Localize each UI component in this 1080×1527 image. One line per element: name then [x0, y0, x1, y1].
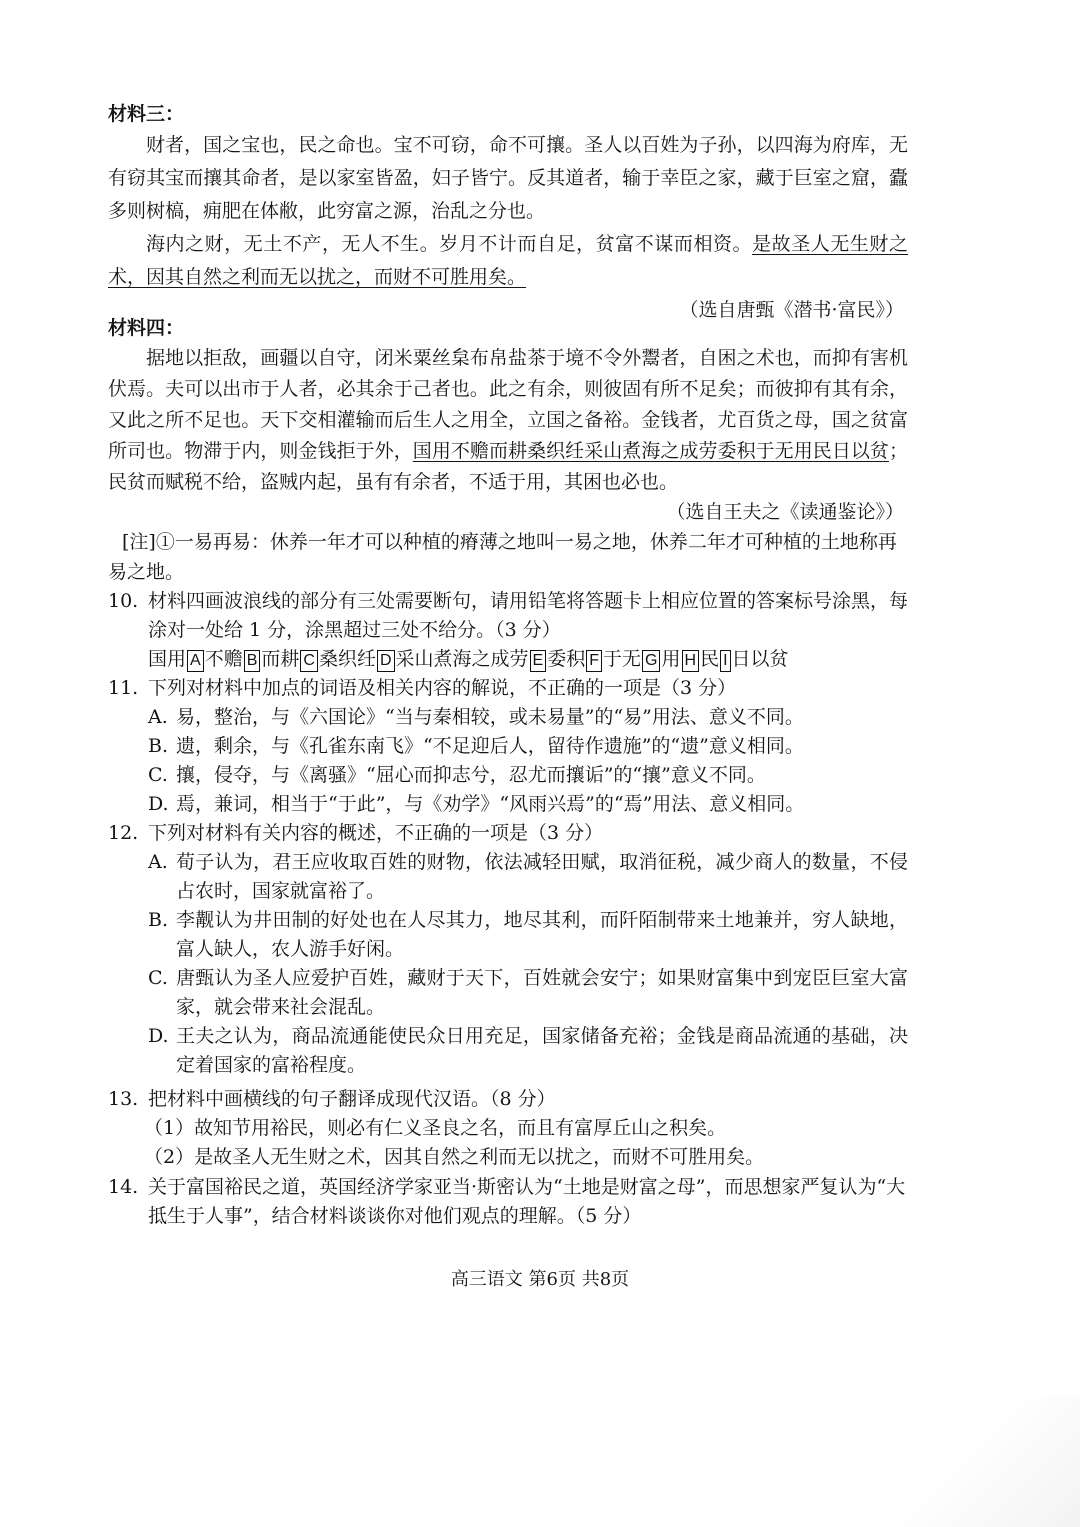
question-14: [108, 1173, 908, 1231]
option-label: C.: [148, 967, 168, 989]
option-text: 李觏认为井田制的好处也在人尽其力，地尽其利，而阡陌制带来土地兼并，穷人缺地，富人缺人，农人游手好闲。: [176, 909, 908, 960]
option-label: D.: [148, 1025, 169, 1047]
question-11-option-d[interactable]: [148, 790, 908, 819]
question-12-option-b[interactable]: [148, 906, 908, 964]
option-text: 遗，剩余，与《孔雀东南飞》“不足迎后人，留待作遗施”的“遗”意义相同。: [176, 735, 804, 757]
question-13: [108, 1085, 908, 1172]
material-three-source: （选自唐甄《潜书·富民》）: [679, 299, 904, 321]
material-four-para-1: [108, 343, 908, 498]
break-box-i[interactable]: I: [720, 650, 730, 672]
segment: 于无: [603, 648, 642, 670]
option-text: 唐甄认为圣人应爱护百姓，藏财于天下，百姓就会安宁；如果财富集中到宠臣巨室大富家，就会带来社会混乱。: [176, 967, 908, 1018]
break-box-a[interactable]: A: [187, 650, 204, 672]
question-11-number: 11.: [108, 677, 139, 699]
question-10-number: 10.: [108, 590, 139, 612]
break-box-h[interactable]: H: [682, 650, 700, 672]
option-label: C.: [148, 764, 168, 786]
question-12: [108, 819, 908, 1080]
segment: 民: [700, 648, 720, 670]
material-four: [108, 314, 908, 587]
question-10-text: 材料四画波浪线的部分有三处需要断句，请用铅笔将答题卡上相应位置的答案标号涂黑，每涂对一处给 1 分，涂黑超过三处不给分。（3 分）: [148, 590, 909, 641]
segment: 日以贫: [731, 648, 789, 670]
question-13-text: 把材料中画横线的句子翻译成现代汉语。（8 分）: [148, 1088, 556, 1110]
break-box-f[interactable]: F: [586, 650, 602, 672]
segment: 而耕: [261, 648, 300, 670]
break-choice-line: [148, 645, 908, 674]
annotation-note: [注]①一易再易：休养一年才可以种植的瘠薄之地叫一易之地，休养二年才可种植的土地称再易之地。: [108, 531, 897, 583]
question-10: [108, 587, 908, 674]
question-12-text: 下列对材料有关内容的概述，不正确的一项是（3 分）: [148, 822, 604, 844]
material-four-wavy-underlined: 国用不赡而耕桑织纴采山煮海之成劳委积于无用民日以贫: [412, 440, 889, 462]
question-13-item-1: （1）故知节用裕民，则必有仁义圣良之名，而且有富厚丘山之积矣。: [144, 1117, 727, 1139]
option-label: B.: [148, 909, 169, 931]
question-11: [108, 674, 908, 819]
break-box-e[interactable]: E: [530, 650, 547, 672]
question-11-text: 下列对材料中加点的词语及相关内容的解说，不正确的一项是（3 分）: [148, 677, 737, 699]
option-text: 王夫之认为，商品流通能使民众日用充足，国家储备充裕；金钱是商品流通的基础，决定着国家的富裕程度。: [176, 1025, 908, 1076]
material-three-para-2: [108, 228, 908, 294]
segment: 采山煮海之成劳: [395, 648, 529, 670]
break-box-b[interactable]: B: [244, 650, 261, 672]
segment: 桑织纴: [318, 648, 376, 670]
material-three-title: 材料三：: [108, 103, 185, 125]
option-label: B.: [148, 735, 169, 757]
material-three-para-2-plain: 海内之财，无土不产，无人不生。岁月不计而自足，贫富不谋而相资。: [146, 233, 753, 255]
option-text: 攘，侵夺，与《离骚》“屈心而抑志兮，忍尤而攘诟”的“攘”意义不同。: [176, 764, 766, 786]
option-text: 荀子认为，君王应收取百姓的财物，依法减轻田赋，取消征税，减少商人的数量，不侵占农时，国家就富裕了。: [176, 851, 908, 902]
segment: 不赡: [204, 648, 243, 670]
segment: 用: [661, 648, 681, 670]
material-three: [108, 100, 908, 325]
material-three-underlined-sentence: 是故圣人无生财之术，因其自然之利而无以扰之，而财不可胜用矣。: [108, 233, 908, 288]
option-text: 焉，兼词，相当于“于此”，与《劝学》“风雨兴焉”的“焉”用法、意义相同。: [176, 793, 805, 815]
question-13-number: 13.: [108, 1088, 139, 1110]
break-box-g[interactable]: G: [642, 650, 660, 672]
question-14-number: 14.: [108, 1176, 139, 1198]
material-four-title: 材料四：: [108, 317, 185, 339]
question-12-option-c[interactable]: [148, 964, 908, 1022]
question-11-option-b[interactable]: [148, 732, 908, 761]
option-label: A.: [148, 706, 168, 728]
question-11-option-c[interactable]: [148, 761, 908, 790]
break-box-d[interactable]: D: [377, 650, 395, 672]
question-12-number: 12.: [108, 822, 139, 844]
question-11-option-a[interactable]: [148, 703, 908, 732]
option-text: 易，整治，与《六国论》“当与秦相较，或未易量”的“易”用法、意义不同。: [176, 706, 804, 728]
question-12-option-a[interactable]: [148, 848, 908, 906]
material-four-para-plain: 据地以拒敌，画疆以自守，闭米粟丝枲布帛盐茶于境不令外鬻者，自困之术也，而抑有害机伏焉。夫可以出市于人者，必其余于己者也。此之有余，则彼固有所不足矣；而彼抑有其有余，又此之所不足也。天下交相灌输而后生人之用全，立国之备裕。金钱者，尤百货之母，国之贫富所司也。物滞于内，则金钱拒于外，: [108, 347, 908, 462]
question-13-item-2: （2）是故圣人无生财之术，因其自然之利而无以扰之，而财不可胜用矣。: [144, 1146, 765, 1168]
page-footer: 高三语文 第6页 共8页: [450, 1269, 630, 1290]
material-four-source: （选自王夫之《读通鉴论》）: [666, 501, 904, 523]
option-label: A.: [148, 851, 168, 873]
segment: 国用: [148, 648, 187, 670]
question-12-option-d[interactable]: [148, 1022, 908, 1080]
question-14-text: 关于富国裕民之道，英国经济学家亚当·斯密认为“土地是财富之母”，而思想家严复认为“大抵生于人事”，结合材料谈谈你对他们观点的理解。（5 分）: [148, 1176, 906, 1227]
material-four-para-end: ；民贫而赋税不给，盗贼内起，虽有有余者，不适于用，其困也必也。: [108, 440, 908, 493]
scan-shadow: [880, 1397, 1080, 1527]
break-box-c[interactable]: C: [300, 650, 318, 672]
material-three-para-1: 财者，国之宝也，民之命也。宝不可窃，命不可攘。圣人以百姓为子孙，以四海为府库，无有窃其宝而攘其命者，是以家室皆盈，妇子皆宁。反其道者，输于幸臣之家，藏于巨室之窟，蠹多则树槁，痈肥在体敝，此穷富之源，治乱之分也。: [108, 134, 908, 222]
segment: 委积: [547, 648, 586, 670]
option-label: D.: [148, 793, 169, 815]
